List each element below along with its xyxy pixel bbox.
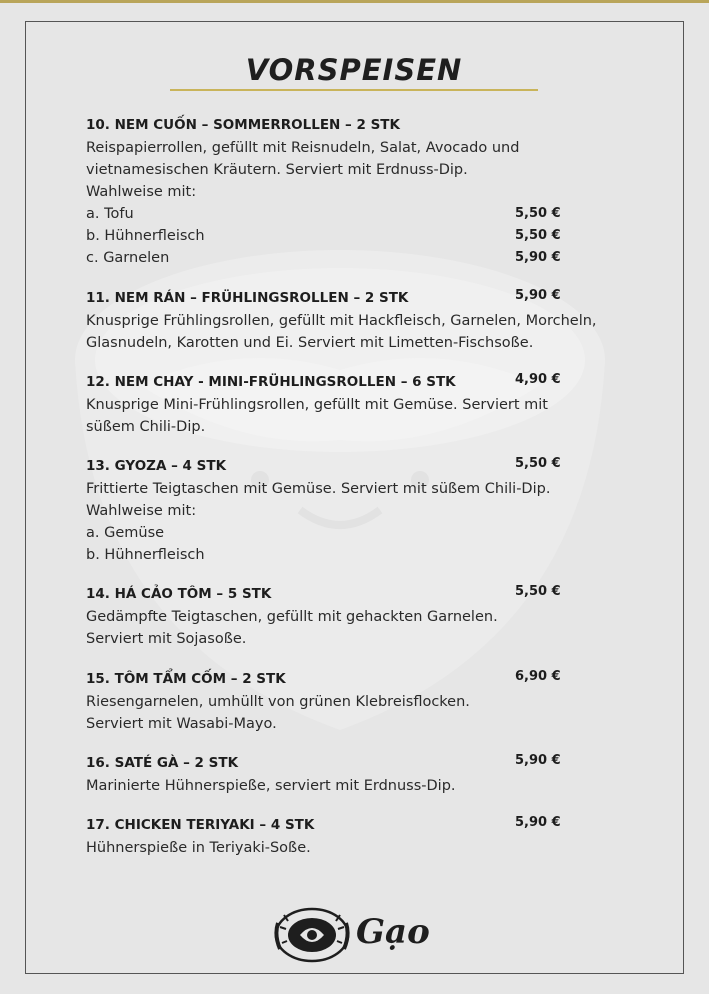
menu-item-description: Serviert mit Sojasoße. (86, 631, 247, 647)
menu-item-price: 5,90 € (515, 288, 561, 303)
menu-item-description: Frittierte Teigtaschen mit Gemüse. Serviert mit süßem Chili-Dip. (86, 481, 551, 497)
menu-option (86, 247, 626, 269)
menu-option (86, 544, 626, 566)
menu-item-header (86, 815, 626, 837)
menu-item-description: süßem Chili-Dip. (86, 419, 206, 435)
menu-item-price: 5,50 € (515, 584, 561, 599)
menu-item-price: 6,90 € (515, 669, 561, 684)
menu-option (86, 203, 626, 225)
menu-item-header (86, 288, 626, 310)
menu-item-name: 16. SATÉ GÀ – 2 STK (86, 755, 239, 771)
menu-item-price: 5,90 € (515, 753, 561, 768)
menu-option-price: 5,50 € (515, 206, 561, 221)
menu-item-name: 15. TÔM TẨM CỐM – 2 STK (86, 671, 286, 687)
menu-item-header (86, 669, 626, 691)
menu-item-description: Riesengarnelen, umhüllt von grünen Klebreisflocken. (86, 694, 470, 710)
menu-item (86, 753, 626, 797)
menu-item-price: 4,90 € (515, 372, 561, 387)
brand-logo (272, 905, 442, 965)
menu-item (86, 372, 626, 438)
menu-item-description: Reispapierrollen, gefüllt mit Reisnudeln, Salat, Avocado und (86, 140, 520, 156)
menu-item-name: 13. GYOZA – 4 STK (86, 458, 227, 474)
menu-item-header (86, 115, 626, 137)
brand-name: Gạo (356, 912, 430, 952)
menu-item-header (86, 753, 626, 775)
menu-item-name: 12. NEM CHAY - MINI-FRÜHLINGSROLLEN – 6 STK (86, 374, 456, 390)
menu-item-price: 5,50 € (515, 456, 561, 471)
page-title: VORSPEISEN (245, 53, 463, 87)
menu-item-name: 14. HÁ CẢO TÔM – 5 STK (86, 586, 272, 602)
menu-item-description: Glasnudeln, Karotten und Ei. Serviert mit Limetten-Fischsoße. (86, 335, 534, 351)
menu-option-price: 5,90 € (515, 250, 561, 265)
menu-item-description: Knusprige Frühlingsrollen, gefüllt mit Hackfleisch, Garnelen, Morcheln, (86, 313, 597, 329)
menu-item-name: 10. NEM CUỐN – SOMMERROLLEN – 2 STK (86, 117, 400, 133)
menu-item (86, 669, 626, 735)
menu-item (86, 288, 626, 354)
menu-item-header (86, 372, 626, 394)
menu-option-label: a. Gemüse (86, 525, 165, 541)
menu-option-label: b. Hühnerfleisch (86, 547, 205, 563)
menu-option-price: 5,50 € (515, 228, 561, 243)
menu-item-description: Marinierte Hühnerspieße, serviert mit Erdnuss-Dip. (86, 778, 456, 794)
top-gold-rule (0, 0, 709, 3)
title-underline (170, 89, 538, 91)
menu-item (86, 115, 626, 269)
menu-item-description: Wahlweise mit: (86, 503, 197, 519)
menu-item (86, 815, 626, 859)
menu-item-description: vietnamesischen Kräutern. Serviert mit Erdnuss-Dip. (86, 162, 468, 178)
menu-item (86, 584, 626, 650)
menu-item-description: Wahlweise mit: (86, 184, 197, 200)
menu-option-label: a. Tofu (86, 206, 134, 222)
menu-option-label: b. Hühnerfleisch (86, 228, 205, 244)
menu-item (86, 456, 626, 566)
menu-option-label: c. Garnelen (86, 250, 170, 266)
menu-option (86, 522, 626, 544)
menu-item-price: 5,90 € (515, 815, 561, 830)
rice-emblem-icon (272, 905, 352, 965)
menu-item-name: 17. CHICKEN TERIYAKI – 4 STK (86, 817, 315, 833)
menu-item-header (86, 584, 626, 606)
menu-item-header (86, 456, 626, 478)
menu-item-description: Serviert mit Wasabi-Mayo. (86, 716, 277, 732)
menu-item-description: Gedämpfte Teigtaschen, gefüllt mit gehackten Garnelen. (86, 609, 498, 625)
menu-option (86, 225, 626, 247)
menu-item-description: Knusprige Mini-Frühlingsrollen, gefüllt mit Gemüse. Serviert mit (86, 397, 548, 413)
menu-item-description: Hühnerspieße in Teriyaki-Soße. (86, 840, 311, 856)
menu-item-name: 11. NEM RÁN – FRÜHLINGSROLLEN – 2 STK (86, 290, 409, 306)
